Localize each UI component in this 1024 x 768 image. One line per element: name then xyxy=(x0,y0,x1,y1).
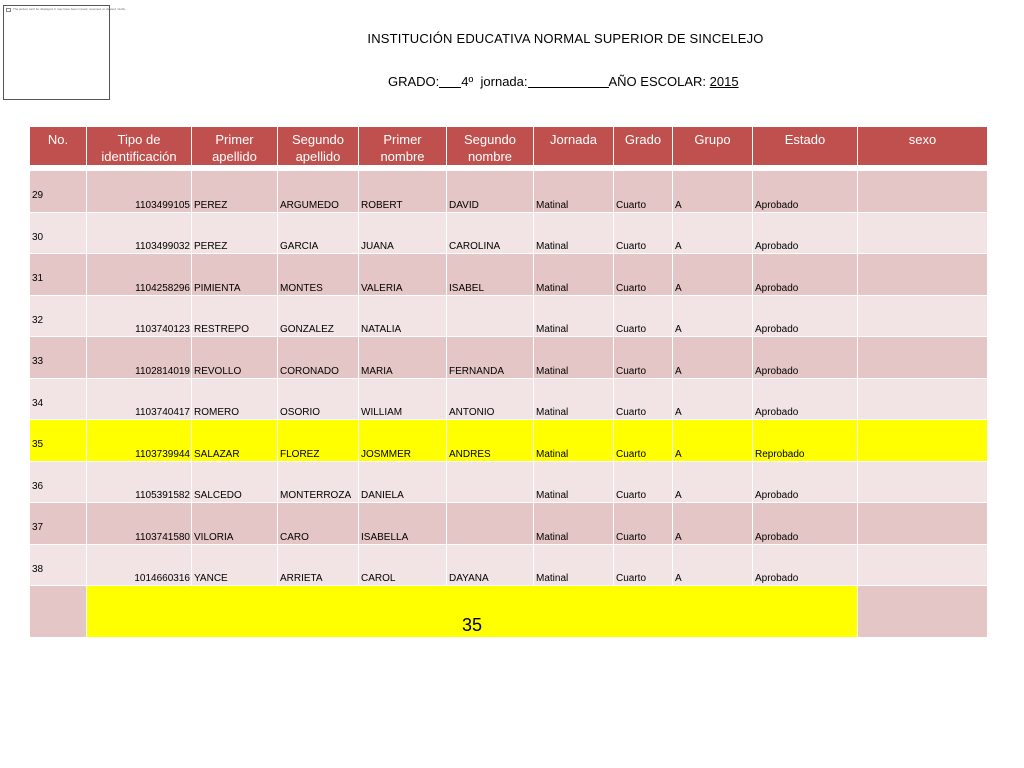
cell-grado-text: Cuarto xyxy=(616,407,647,418)
cell-segundo-nombre xyxy=(447,171,534,213)
cell-primer-nombre-text: WILLIAM xyxy=(361,407,403,418)
table-header-row xyxy=(30,127,988,166)
cell-estado-text: Reprobado xyxy=(755,448,805,460)
cell-grado xyxy=(614,503,673,545)
cell-primer-nombre xyxy=(359,420,447,462)
anio-value: 2015 xyxy=(709,74,739,89)
cell-grado-text: Cuarto xyxy=(616,282,647,294)
cell-primer-apellido xyxy=(192,420,278,462)
cell-sexo xyxy=(858,461,988,503)
table-row xyxy=(30,461,988,503)
total-count: 35 xyxy=(87,586,858,638)
cell-segundo-apellido xyxy=(278,212,359,254)
cell-sexo xyxy=(858,337,988,379)
jornada-label: jornada: xyxy=(480,74,528,89)
cell-no-text: 37 xyxy=(32,522,44,533)
cell-jornada xyxy=(534,337,614,379)
cell-estado xyxy=(753,171,858,213)
cell-estado-text: Aprobado xyxy=(755,324,799,335)
cell-grupo xyxy=(673,212,753,254)
cell-grado-text: Cuarto xyxy=(616,199,647,211)
cell-segundo-nombre xyxy=(447,420,534,462)
table-row xyxy=(30,420,988,462)
cell-primer-nombre xyxy=(359,171,447,213)
cell-segundo-apellido xyxy=(278,461,359,503)
cell-primer-apellido xyxy=(192,254,278,296)
cell-jornada-text: Matinal xyxy=(536,324,569,335)
cell-segundo-apellido xyxy=(278,544,359,586)
cell-jornada xyxy=(534,171,614,213)
cell-no xyxy=(30,503,87,545)
cell-no xyxy=(30,420,87,462)
cell-estado xyxy=(753,503,858,545)
column-header: Tipo de identificación xyxy=(87,127,192,166)
cell-primer-nombre xyxy=(359,337,447,379)
cell-primer-nombre-text: ISABELLA xyxy=(361,531,409,543)
cell-no xyxy=(30,171,87,213)
cell-primer-apellido xyxy=(192,544,278,586)
cell-jornada-text: Matinal xyxy=(536,573,569,584)
cell-grupo xyxy=(673,503,753,545)
cell-id xyxy=(87,503,192,545)
cell-jornada-text: Matinal xyxy=(536,365,569,377)
grado-value: 4º xyxy=(461,74,474,89)
column-header: Jornada xyxy=(534,127,614,166)
cell-grupo xyxy=(673,461,753,503)
cell-primer-apellido-text: ROMERO xyxy=(194,407,239,418)
cell-segundo-apellido xyxy=(278,503,359,545)
cell-segundo-apellido xyxy=(278,378,359,420)
cell-no xyxy=(30,544,87,586)
cell-no xyxy=(30,337,87,379)
jornada-blank xyxy=(528,75,609,88)
cell-id-text: 1103739944 xyxy=(135,448,190,460)
cell-id-text: 1103499032 xyxy=(135,241,190,252)
cell-estado xyxy=(753,378,858,420)
cell-primer-nombre xyxy=(359,544,447,586)
cell-sexo xyxy=(858,295,988,337)
column-header: Segundo nombre xyxy=(447,127,534,166)
cell-segundo-apellido-text: GARCIA xyxy=(280,241,319,252)
cell-sexo xyxy=(858,503,988,545)
cell-grado xyxy=(614,461,673,503)
cell-estado-text: Aprobado xyxy=(755,490,799,501)
cell-grupo-text: A xyxy=(675,490,682,501)
table-row xyxy=(30,503,988,545)
cell-no xyxy=(30,378,87,420)
cell-jornada-text: Matinal xyxy=(536,490,569,501)
total-row xyxy=(30,586,988,638)
cell-grado-text: Cuarto xyxy=(616,365,647,377)
cell-segundo-apellido xyxy=(278,254,359,296)
column-header: Segundo apellido xyxy=(278,127,359,166)
cell-segundo-nombre xyxy=(447,503,534,545)
cell-id xyxy=(87,171,192,213)
cell-no xyxy=(30,461,87,503)
cell-id xyxy=(87,254,192,296)
cell-no-text: 36 xyxy=(32,480,44,492)
cell-grupo-text: A xyxy=(675,199,682,211)
cell-estado xyxy=(753,420,858,462)
cell-grado xyxy=(614,420,673,462)
cell-grupo xyxy=(673,420,753,462)
cell-primer-apellido xyxy=(192,295,278,337)
cell-segundo-nombre-text: CAROLINA xyxy=(449,241,501,252)
broken-image-icon xyxy=(6,8,11,12)
cell-primer-nombre xyxy=(359,503,447,545)
cell-segundo-apellido xyxy=(278,295,359,337)
cell-estado xyxy=(753,337,858,379)
cell-primer-apellido xyxy=(192,378,278,420)
cell-grado-text: Cuarto xyxy=(616,490,647,501)
cell-jornada-text: Matinal xyxy=(536,241,569,252)
logo-placeholder-text: The picture can't be displayed. It may have been moved, renamed, or deleted. Verify... xyxy=(13,7,128,11)
cell-segundo-nombre xyxy=(447,295,534,337)
cell-sexo xyxy=(858,171,988,213)
cell-primer-nombre xyxy=(359,254,447,296)
table-row xyxy=(30,171,988,213)
cell-no-text: 38 xyxy=(32,563,44,575)
cell-jornada xyxy=(534,503,614,545)
cell-segundo-nombre-text: DAVID xyxy=(449,199,479,211)
cell-segundo-apellido-text: GONZALEZ xyxy=(280,324,334,335)
table-row xyxy=(30,378,988,420)
cell-id-text: 1103740417 xyxy=(135,407,190,418)
cell-grupo-text: A xyxy=(675,448,682,460)
cell-segundo-nombre xyxy=(447,254,534,296)
column-header: Primer apellido xyxy=(192,127,278,166)
cell-id-text: 1103499105 xyxy=(135,199,190,211)
cell-segundo-nombre xyxy=(447,337,534,379)
cell-no xyxy=(30,254,87,296)
cell-segundo-nombre xyxy=(447,212,534,254)
cell-grupo xyxy=(673,254,753,296)
cell-id xyxy=(87,461,192,503)
students-table xyxy=(29,126,988,638)
cell-jornada xyxy=(534,461,614,503)
cell-id-text: 1103741580 xyxy=(135,531,190,543)
cell-jornada xyxy=(534,544,614,586)
cell-primer-nombre-text: JUANA xyxy=(361,241,394,252)
cell-primer-nombre xyxy=(359,295,447,337)
cell-segundo-apellido-text: MONTERROZA xyxy=(280,490,352,501)
cell-segundo-apellido-text: FLOREZ xyxy=(280,448,320,460)
cell-primer-apellido-text: PIMIENTA xyxy=(194,282,241,294)
table-row xyxy=(30,337,988,379)
cell-estado-text: Aprobado xyxy=(755,407,799,418)
table-row xyxy=(30,212,988,254)
cell-grado xyxy=(614,295,673,337)
cell-primer-nombre-text: DANIELA xyxy=(361,490,404,501)
cell-estado xyxy=(753,461,858,503)
cell-grado xyxy=(614,378,673,420)
total-empty-cell xyxy=(858,586,988,638)
cell-segundo-nombre-text: DAYANA xyxy=(449,573,489,584)
cell-grupo-text: A xyxy=(675,282,682,294)
cell-no xyxy=(30,295,87,337)
cell-primer-apellido-text: VILORIA xyxy=(194,531,234,543)
cell-jornada xyxy=(534,295,614,337)
cell-no-text: 35 xyxy=(32,439,44,450)
cell-primer-apellido-text: RESTREPO xyxy=(194,324,250,335)
cell-primer-apellido xyxy=(192,461,278,503)
cell-id xyxy=(87,544,192,586)
cell-id xyxy=(87,212,192,254)
cell-grupo-text: A xyxy=(675,365,682,377)
cell-estado-text: Aprobado xyxy=(755,531,799,543)
cell-grupo xyxy=(673,295,753,337)
cell-id-text: 1103740123 xyxy=(135,324,190,335)
cell-no-text: 30 xyxy=(32,231,44,243)
cell-jornada-text: Matinal xyxy=(536,282,569,294)
cell-estado xyxy=(753,544,858,586)
cell-id-text: 1105391582 xyxy=(135,490,190,501)
cell-estado xyxy=(753,212,858,254)
column-header: No. xyxy=(30,127,87,166)
cell-no-text: 34 xyxy=(32,397,44,409)
cell-grupo xyxy=(673,171,753,213)
cell-id xyxy=(87,295,192,337)
total-empty-cell xyxy=(30,586,87,638)
cell-grupo xyxy=(673,544,753,586)
cell-sexo xyxy=(858,254,988,296)
cell-primer-apellido-text: PEREZ xyxy=(194,241,228,252)
column-header: Grado xyxy=(614,127,673,166)
cell-sexo xyxy=(858,212,988,254)
cell-jornada xyxy=(534,254,614,296)
cell-segundo-apellido-text: ARGUMEDO xyxy=(280,199,339,211)
cell-grado xyxy=(614,337,673,379)
cell-grupo-text: A xyxy=(675,324,682,335)
cell-segundo-nombre-text: ISABEL xyxy=(449,282,485,294)
cell-grado-text: Cuarto xyxy=(616,573,647,584)
cell-primer-apellido xyxy=(192,503,278,545)
cell-primer-nombre-text: MARIA xyxy=(361,365,393,377)
cell-segundo-nombre xyxy=(447,544,534,586)
table-row xyxy=(30,295,988,337)
column-header: Estado xyxy=(753,127,858,166)
cell-segundo-nombre xyxy=(447,378,534,420)
cell-primer-apellido-text: SALAZAR xyxy=(194,448,240,460)
cell-estado-text: Aprobado xyxy=(755,241,799,252)
cell-id-text: 1014660316 xyxy=(134,573,190,584)
table-row xyxy=(30,544,988,586)
cell-grado-text: Cuarto xyxy=(616,531,647,543)
cell-estado-text: Aprobado xyxy=(755,199,799,211)
cell-primer-nombre-text: CAROL xyxy=(361,573,396,584)
cell-segundo-apellido-text: OSORIO xyxy=(280,407,321,418)
cell-primer-apellido xyxy=(192,212,278,254)
cell-primer-nombre xyxy=(359,378,447,420)
cell-no-text: 31 xyxy=(32,273,44,284)
cell-grupo xyxy=(673,337,753,379)
grado-line xyxy=(388,74,739,89)
anio-label: AÑO ESCOLAR: xyxy=(608,74,707,89)
cell-segundo-apellido xyxy=(278,420,359,462)
cell-segundo-nombre xyxy=(447,461,534,503)
cell-primer-apellido-text: PEREZ xyxy=(194,199,228,211)
cell-primer-apellido-text: SALCEDO xyxy=(194,490,242,501)
cell-segundo-nombre-text: ANDRES xyxy=(449,448,491,460)
cell-jornada-text: Matinal xyxy=(536,407,569,418)
cell-estado-text: Aprobado xyxy=(755,573,799,584)
cell-estado-text: Aprobado xyxy=(755,282,799,294)
cell-sexo xyxy=(858,544,988,586)
cell-id xyxy=(87,378,192,420)
cell-segundo-apellido-text: MONTES xyxy=(280,282,323,294)
cell-jornada-text: Matinal xyxy=(536,531,569,543)
cell-jornada-text: Matinal xyxy=(536,199,569,211)
cell-jornada-text: Matinal xyxy=(536,448,569,460)
cell-estado xyxy=(753,254,858,296)
cell-segundo-apellido-text: CARO xyxy=(280,531,309,543)
column-header: Primer nombre xyxy=(359,127,447,166)
cell-grupo-text: A xyxy=(675,407,682,418)
cell-sexo xyxy=(858,378,988,420)
cell-id xyxy=(87,420,192,462)
cell-id xyxy=(87,337,192,379)
logo-placeholder xyxy=(3,5,128,100)
grado-label: GRADO: xyxy=(388,74,440,89)
grado-blank xyxy=(439,75,461,88)
cell-jornada xyxy=(534,378,614,420)
cell-grado xyxy=(614,544,673,586)
cell-estado xyxy=(753,295,858,337)
cell-jornada xyxy=(534,212,614,254)
cell-grupo-text: A xyxy=(675,573,682,584)
cell-grado-text: Cuarto xyxy=(616,448,647,460)
cell-segundo-apellido-text: ARRIETA xyxy=(280,573,323,584)
cell-id-text: 1102814019 xyxy=(135,365,190,377)
table-row xyxy=(30,254,988,296)
cell-grupo xyxy=(673,378,753,420)
cell-grado xyxy=(614,254,673,296)
cell-grupo-text: A xyxy=(675,241,682,252)
page-title: INSTITUCIÓN EDUCATIVA NORMAL SUPERIOR DE SINCELEJO xyxy=(367,31,764,46)
cell-primer-nombre-text: NATALIA xyxy=(361,324,402,335)
column-header: Grupo xyxy=(673,127,753,166)
cell-primer-nombre-text: VALERIA xyxy=(361,282,403,294)
cell-primer-nombre-text: ROBERT xyxy=(361,199,403,211)
cell-primer-nombre xyxy=(359,461,447,503)
cell-primer-apellido xyxy=(192,337,278,379)
cell-primer-apellido xyxy=(192,171,278,213)
cell-no xyxy=(30,212,87,254)
column-header: sexo xyxy=(858,127,988,166)
cell-no-text: 33 xyxy=(32,356,44,367)
cell-sexo xyxy=(858,420,988,462)
cell-estado-text: Aprobado xyxy=(755,365,799,377)
cell-primer-nombre-text: JOSMMER xyxy=(361,448,411,460)
cell-primer-apellido-text: REVOLLO xyxy=(194,365,242,377)
cell-segundo-apellido-text: CORONADO xyxy=(280,365,339,377)
cell-segundo-nombre-text: ANTONIO xyxy=(449,407,495,418)
cell-primer-apellido-text: YANCE xyxy=(194,573,228,584)
cell-jornada xyxy=(534,420,614,462)
cell-primer-nombre xyxy=(359,212,447,254)
cell-grado xyxy=(614,212,673,254)
cell-segundo-apellido xyxy=(278,171,359,213)
cell-grado xyxy=(614,171,673,213)
cell-no-text: 32 xyxy=(32,314,44,326)
cell-grado-text: Cuarto xyxy=(616,241,647,252)
cell-segundo-apellido xyxy=(278,337,359,379)
cell-id-text: 1104258296 xyxy=(135,282,190,294)
cell-grado-text: Cuarto xyxy=(616,324,647,335)
cell-no-text: 29 xyxy=(32,190,44,201)
cell-grupo-text: A xyxy=(675,531,682,543)
cell-segundo-nombre-text: FERNANDA xyxy=(449,365,505,377)
